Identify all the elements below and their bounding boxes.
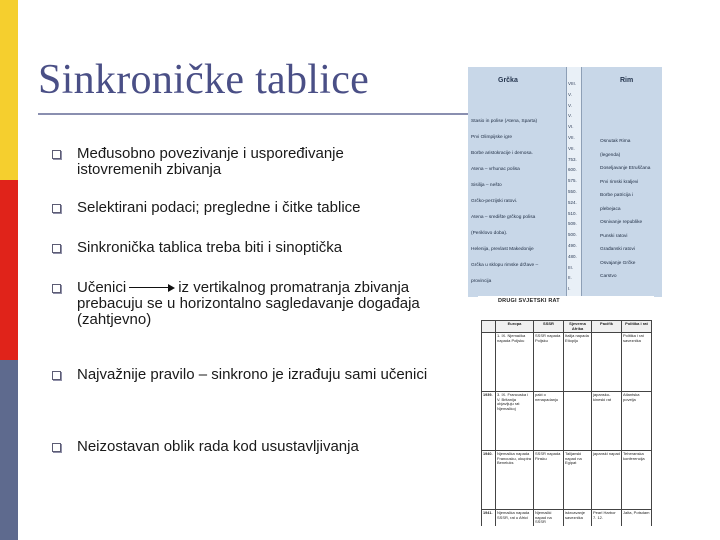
- timeline-event-greece: Atena – središte grčkog polisa: [471, 215, 536, 220]
- table-row: [482, 451, 652, 510]
- timeline-header-right: Rim: [620, 77, 634, 84]
- table-cell: [592, 333, 622, 392]
- timeline-event-rome: Borbe patricija i: [600, 193, 634, 198]
- timeline-event-greece: Stasio in polise (Atena, Sparta): [471, 119, 538, 124]
- timeline-event-greece: provincija: [471, 279, 492, 284]
- timeline-tick-label: 524.: [568, 199, 577, 205]
- timeline-event-greece: (Periklovo doba).: [471, 231, 508, 236]
- bullet-text-end: iz vertikalnog promatranja zbivanja prebacuju se u horizontalno sagledavanje događaja (zahtjevno): [77, 279, 420, 328]
- timeline-event-greece: Grčko-perzijski ratovi.: [471, 199, 518, 204]
- table-cell: Jalta, Potsdam: [622, 510, 652, 526]
- accent-strip-red: [0, 180, 18, 360]
- year-cell: [482, 333, 496, 392]
- timeline-header-left: Grčka: [498, 77, 518, 84]
- table-caption: DRUGI SVJETSKI RAT: [498, 298, 560, 304]
- timeline-tick-label: 600.: [568, 167, 577, 173]
- timeline-event-greece: Helenija, prevlast Makedonije: [471, 247, 534, 252]
- timeline-event-rome: Osvajanje Grčke: [600, 260, 636, 266]
- timeline-event-rome: Prvi rimski kraljevi: [600, 179, 639, 185]
- year-cell: 1940.: [482, 451, 496, 510]
- table-cell: 3. IX. Francuska i V. Britanija objavljuju rat Njemačkoj: [496, 392, 534, 451]
- accent-strip-yellow: [0, 0, 18, 180]
- bullet-text: [77, 280, 432, 328]
- timeline-event-rome: (legenda): [600, 152, 621, 158]
- timeline-tick-label: V.: [568, 91, 572, 97]
- table-cell: SSSR napada Poljsku: [534, 333, 564, 392]
- table-header-row: [482, 321, 652, 333]
- year-column-header: [482, 321, 496, 333]
- timeline-event-rome: Carstvo: [600, 274, 617, 279]
- timeline-tick-label: I.: [568, 286, 571, 292]
- table-cell: Italija napada Etiopiju: [564, 333, 592, 392]
- square-bullet-icon: [52, 244, 61, 253]
- right-arrow-icon: [129, 284, 175, 292]
- timeline-event-greece: Grčka u sklopu rimske države –: [471, 263, 539, 268]
- timeline-event-rome: Doseljavanje Etruščana: [600, 166, 651, 171]
- timeline-event-rome: Osnutak Rima: [600, 139, 631, 144]
- table-cell: SSSR napada Finsku: [534, 451, 564, 510]
- bullet-text: Neizostavan oblik rada kod usustavljivanja: [77, 438, 359, 455]
- bullet-text: Selektirani podaci; pregledne i čitke tablice: [77, 199, 361, 216]
- greece-rome-timeline-image: [468, 67, 662, 297]
- year-cell: 1941.: [482, 510, 496, 526]
- table-cell: Njemački napad na SSSR: [534, 510, 564, 526]
- table-cell: japanski napad: [592, 451, 622, 510]
- table-row: [482, 392, 652, 451]
- square-bullet-icon: [52, 150, 61, 159]
- table-cell: Talijanski napad na Egipat: [564, 451, 592, 510]
- table-cell: japansko-kineski rat: [592, 392, 622, 451]
- timeline-event-rome: Punski ratovi: [600, 233, 628, 239]
- table-cell: Njemačka napada Francusku, okupira Beneluks: [496, 451, 534, 510]
- bullet-item: [52, 439, 432, 455]
- bullet-item: [52, 367, 432, 383]
- timeline-event-greece: Prvi Olimpijske igre: [471, 135, 513, 140]
- bullet-item: [52, 200, 432, 216]
- timeline-tick-label: VII.: [568, 145, 575, 151]
- bullet-item: [52, 240, 432, 256]
- timeline-tick-label: 550.: [568, 189, 577, 194]
- year-cell: 1939.: [482, 392, 496, 451]
- table-cell: Teheranska konferencija: [622, 451, 652, 510]
- table-cell: [564, 392, 592, 451]
- timeline-event-greece: Atena – vrhunac polisa: [471, 167, 520, 172]
- column-header: Sjeverna Afrika: [564, 321, 592, 333]
- synchronic-table: [481, 320, 652, 526]
- timeline-tick-label: 500.: [568, 232, 577, 238]
- accent-strip-slate: [0, 360, 18, 540]
- timeline-event-greece: Sisilija – nešto: [471, 183, 502, 188]
- timeline-tick-label: VII.: [568, 135, 575, 140]
- timeline-tick-label: II.: [568, 275, 572, 281]
- slide-title: Sinkroničke tablice: [38, 57, 370, 103]
- column-header: Europa: [496, 321, 534, 333]
- timeline-tick-label: VI.: [568, 124, 574, 130]
- table-row: [482, 510, 652, 526]
- timeline-tick-label: V.: [568, 113, 572, 119]
- table-cell: Politika i rat saveznika: [622, 333, 652, 392]
- bullet-text: Sinkronička tablica treba biti i sinoptička: [77, 239, 343, 256]
- table-cell: Njemačka napada SSSR, rat u Africi: [496, 510, 534, 526]
- timeline-tick-label: 490.: [568, 243, 577, 248]
- bullet-item: [52, 280, 432, 328]
- timeline-event-rome: Osnivanje republike: [600, 220, 643, 225]
- timeline-event-rome: Građanski ratovi: [600, 247, 635, 252]
- bullet-text-start: Učenici: [77, 279, 127, 296]
- wwii-synchronic-table-image: [478, 296, 654, 526]
- column-header: Politika i rat: [622, 321, 652, 333]
- table-cell: iskrcavanje saveznika: [564, 510, 592, 526]
- bullet-item: [52, 146, 432, 178]
- table-cell: pakt o nenapadanju: [534, 392, 564, 451]
- table-cell: Pearl Harbor 7. 12.: [592, 510, 622, 526]
- table-cell: Atlantska povelja: [622, 392, 652, 451]
- square-bullet-icon: [52, 204, 61, 213]
- timeline-tick-label: VIII.: [568, 81, 577, 86]
- timeline-event-rome: plebejaca: [600, 206, 621, 212]
- square-bullet-icon: [52, 371, 61, 380]
- title-underline: [38, 113, 468, 115]
- timeline-event-greece: Borbe aristokracije i demosa.: [471, 151, 533, 156]
- square-bullet-icon: [52, 284, 61, 293]
- timeline-tick-label: 510.: [568, 210, 577, 216]
- column-header: SSSR: [534, 321, 564, 333]
- timeline-tick-label: III.: [568, 264, 574, 270]
- timeline-tick-label: 509.: [568, 221, 577, 227]
- timeline-tick-label: V.: [568, 102, 572, 108]
- bullet-text: Najvažnije pravilo – sinkrono je izrađuju sami učenici: [77, 366, 428, 383]
- square-bullet-icon: [52, 443, 61, 452]
- timeline-tick-label: 753.: [568, 156, 577, 162]
- timeline-tick-label: 575.: [568, 178, 577, 184]
- bullet-text: Međusobno povezivanje i uspoređivanje istovremenih zbivanja: [77, 145, 344, 178]
- timeline-tick-label: 480.: [568, 253, 577, 259]
- column-header: Pacifik: [592, 321, 622, 333]
- table-cell: 1. IX. Njemačka napada Poljsku: [496, 333, 534, 392]
- table-row: [482, 333, 652, 392]
